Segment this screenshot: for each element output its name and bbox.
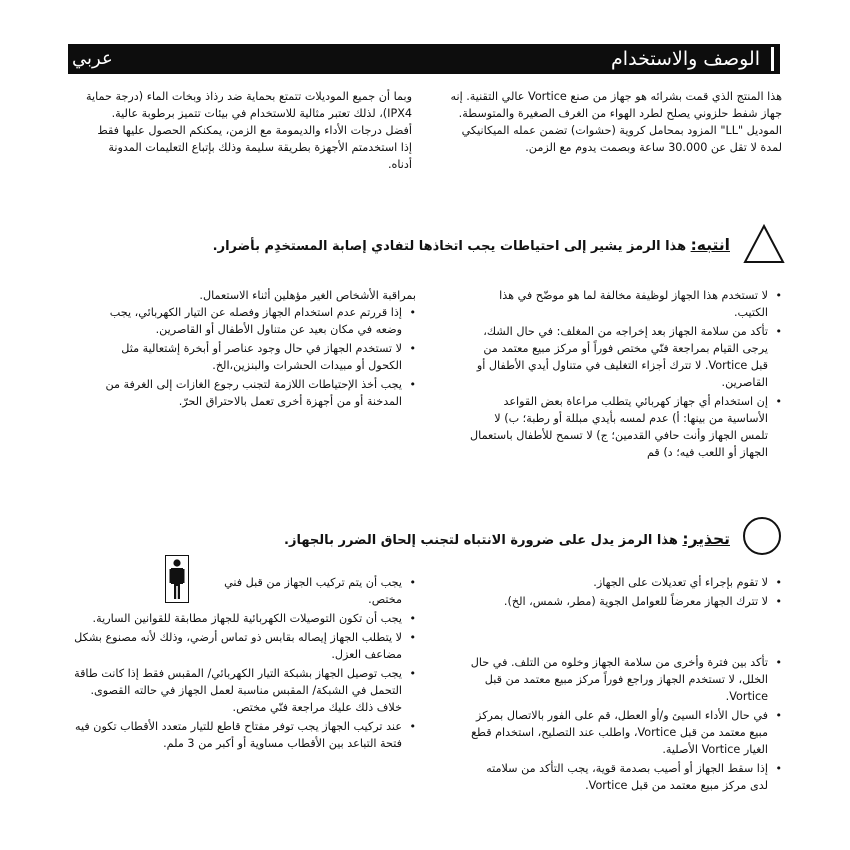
warning-triangle-icon [743, 224, 785, 264]
list-item: • لا يتطلب الجهاز إيصاله بقابس ذو تماس أرضي، وذلك لأنه مصنوع بشكل مضاعف العزل. [72, 629, 402, 663]
list-item: • في حال الأداء السيئ و/أو العطل، قم على الفور بالاتصال بمركز مبيع معتمد من قبل Vortice، واطلب عند التصليح، استخدام قطع الغيار Vortice الأصلية. [470, 707, 768, 758]
list-item: • يجب توصيل الجهاز بشبكة التيار الكهربائي/ المقبس فقط إذا كانت طاقة التحمل في الشبكة/ المقبس مناسبة لعمل الجهاز في حالته القصوى. خلاف ذلك عليك مراجعة فنّي مختص. [72, 665, 402, 716]
list-item: • تأكد بين فترة وأخرى من سلامة الجهاز وخلوه من التلف. في حال الخلل، لا تستخدم الجهاز وراجع فوراً مركز مبيع معتمد من قبل Vortice. [470, 654, 768, 705]
attention-label: انتبه: [690, 236, 730, 254]
list-item: • لا تقوم بإجراء أي تعديلات على الجهاز. [470, 574, 768, 591]
attention-right-column [470, 287, 782, 463]
intro-left-column [84, 88, 412, 173]
warning-right-column-a [470, 574, 782, 612]
list-item: • إذا سقط الجهاز أو أصيب بصدمة قوية، يجب التأكد من سلامته لدى مركز مبيع معتمد من قبل Vortice. [470, 760, 768, 794]
list-item: • إن استخدام أي جهاز كهربائي يتطلب مراعاة بعض القواعد الأساسية من بينها: أ) عدم لمسه بأيدي مبللة أو رطبة؛ ب) لا تلمس الجهاز وأنت حافي القدمين؛ ج) لا تسمح للأطفال باستعمال الجهاز أو اللعب فيه؛ د) قم [470, 393, 768, 461]
warning-right-column-b [470, 654, 782, 796]
attention-notice [213, 236, 730, 254]
list-item: • لا تستخدم الجهاز في حال وجود عناصر أو أبخرة إشتعالية مثل الكحول أو مبيدات الحشرات والبنزين،الخ. [84, 340, 402, 374]
continuation-text: بمراقبة الأشخاص الغير مؤهلين أثناء الاستعمال. [199, 289, 416, 302]
list-item: • إذا قررتم عدم استخدام الجهاز وفصله عن التيار الكهربائي، يجب وضعه في مكان بعيد عن متناول الأطفال أو القاصرين. [84, 304, 402, 338]
warning-text: هذا الرمز يدل على ضرورة الانتباه لتجنب إلحاق الضرر بالجهاز. [284, 533, 683, 548]
section-header [68, 44, 780, 74]
warning-label: تحذير: [682, 530, 730, 548]
intro-paragraph: هذا المنتج الذي قمت بشرائه هو جهاز من صنع Vortice عالي التقنية. إنه جهاز شفط حلزوني يصلح لطرد الهواء من الغرف الصغيرة والمتوسطة. [450, 90, 782, 120]
list-item: • يجب أخذ الإحتياطات اللازمة لتجنب رجوع الغازات إلى الغرفة من المدخنة أو من أجهزة أخرى تعمل بالاحتراق الحرّ. [84, 376, 402, 410]
list-item: • تأكد من سلامة الجهاز بعد إخراجه من المغلف: في حال الشك، يرجى القيام بمراجعة فنّي مختص فوراً أو مركز مبيع معتمد من قبل Vortice. لا تترك أجزاء التغليف في متناول أيدي الأطفال أو القاصرين. [470, 323, 768, 391]
list-item: • لا تستخدم هذا الجهاز لوظيفة مخالفة لما هو موضّح في هذا الكتيب. [470, 287, 768, 321]
warning-left-column [72, 574, 416, 754]
attention-left-column [84, 287, 416, 412]
list-item: • يجب أن يتم تركيب الجهاز من قبل فني مختص. [192, 574, 402, 608]
list-item: • يجب أن تكون التوصيلات الكهربائية للجهاز مطابقة للقوانين السارية. [72, 610, 402, 627]
language-label: عربي [72, 48, 113, 69]
intro-right-column [442, 88, 782, 156]
attention-text: هذا الرمز يشير إلى احتياطات يجب اتخاذها لتفادي إصابة المستخدِم بأضرار. [212, 239, 691, 254]
header-accent-bar [771, 47, 774, 71]
warning-notice [284, 530, 730, 548]
list-item: • لا تترك الجهاز معرضاً للعوامل الجوية (مطر، شمس، الخ). [470, 593, 768, 610]
section-title: الوصف والاستخدام [611, 48, 760, 70]
caution-circle-icon [743, 517, 781, 555]
intro-paragraph: وبما أن جميع الموديلات تتمتع بحماية ضد رذاذ وبخات الماء (درجة حماية IPX4)، لذلك تعتبر مثالية للاستخدام في بيئات تتميز برطوبة عالية. أفضل درجات الأداء والديمومة مع الزمن، يمكنكم الحصول عليها فقط إذا استخدمتم الأجهزة بطريقة سليمة وذلك بإتباع التعليمات المدونة أدناه. [86, 90, 412, 171]
intro-paragraph: الموديل "LL" المزود بمحامل كروية (حشوات) تضمن عمله الميكانيكي لمدة لا تقل عن 30.000 ساعة وبصمت يدوم مع الزمن. [461, 124, 782, 154]
list-item: • عند تركيب الجهاز يجب توفر مفتاح قاطع للتيار متعدد الأقطاب تكون فيه فتحة التباعد بين الأقطاب مساوية أو أكبر من 3 ملم. [72, 718, 402, 752]
